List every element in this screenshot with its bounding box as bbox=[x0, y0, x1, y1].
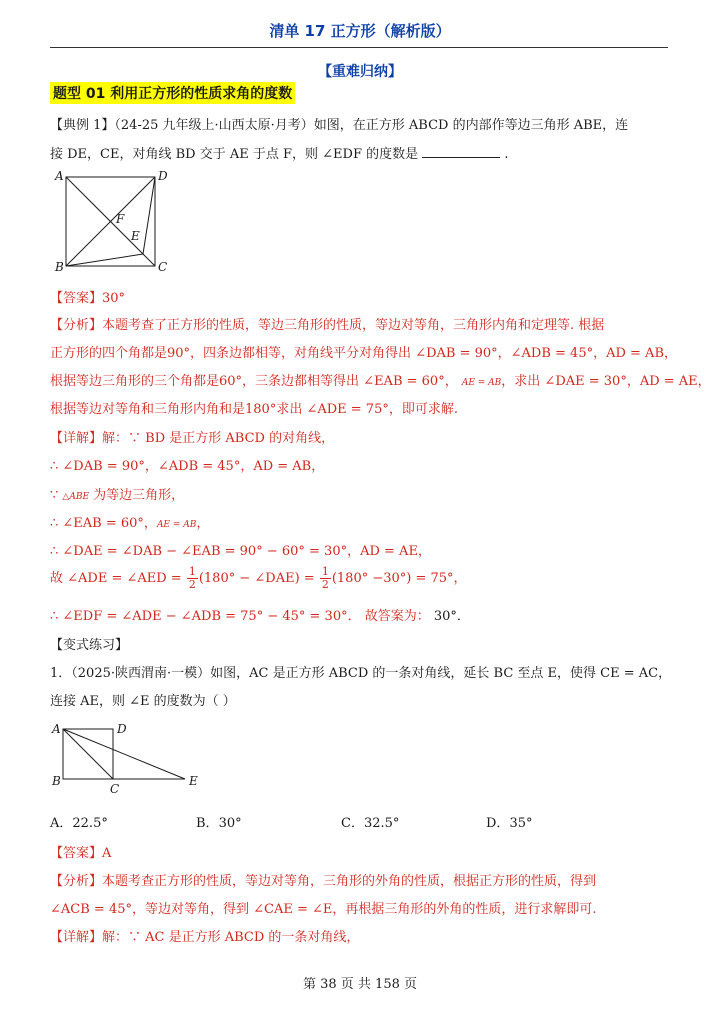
detail-line-7 bbox=[50, 605, 470, 624]
label-d: D bbox=[158, 169, 168, 183]
detail-3a: ∵ bbox=[50, 488, 63, 503]
detail-4b: AE = AB bbox=[156, 520, 197, 530]
example1-analysis-3 bbox=[50, 370, 711, 389]
segment-de bbox=[143, 177, 155, 254]
practice-detail bbox=[50, 926, 359, 945]
detail-7b: 故答案为： bbox=[364, 609, 430, 624]
label-f: F bbox=[116, 212, 125, 226]
p-label-a: A bbox=[52, 722, 61, 736]
diagonal-ac bbox=[63, 729, 113, 779]
detail-6c: = bbox=[299, 571, 319, 586]
question-type-heading: 题型 01 利用正方形的性质求角的度数 bbox=[50, 82, 295, 104]
detail-line-2: ∴ ∠DAB = 90°，∠ADB = 45°，AD = AB， bbox=[50, 459, 325, 474]
practice-q1-line2: 连接 AE，则 ∠E 的度数为（ ） bbox=[50, 694, 236, 709]
header-rule bbox=[50, 47, 668, 48]
example1-line2-text: 接 DE，CE，对角线 BD 交于 AE 于点 F，则 ∠EDF 的度数是 bbox=[50, 147, 419, 162]
analysis-3b: AE = AB bbox=[461, 378, 502, 388]
example1-analysis-4: 根据等边对等角和三角形内角和是180°求出 ∠ADE = 75°，即可求解. bbox=[50, 402, 458, 417]
detail-4c: ， bbox=[196, 516, 210, 531]
fraction-half-1: $\frac{1}{2}$ bbox=[188, 565, 196, 591]
label-e: E bbox=[131, 229, 140, 243]
segment-ce bbox=[143, 254, 155, 266]
p-label-e: E bbox=[189, 774, 198, 788]
detail-6d: (180° −30°) bbox=[331, 571, 412, 586]
detail-line-6 bbox=[50, 566, 467, 591]
option-c[interactable]: C．32.5° bbox=[341, 816, 400, 831]
detail-6b: (180° − ∠DAE) bbox=[198, 571, 300, 586]
label-c: C bbox=[158, 260, 168, 274]
analysis-3c: ，求出 ∠DAE = 30°，AD = AE， bbox=[501, 374, 711, 389]
practice-answer: 【答案】A bbox=[50, 846, 112, 861]
label-b: B bbox=[55, 260, 64, 274]
answer-blank bbox=[422, 146, 500, 158]
example1-line2-end: . bbox=[504, 147, 509, 162]
detail-3b: △ABE bbox=[62, 492, 90, 502]
practice-q1-line1: 1．（2025·陕西渭南·一模）如图，AC 是正方形 ABCD 的一条对角线，延长 BC 至点 E，使得 CE = AC， bbox=[50, 666, 672, 681]
p-label-d: D bbox=[117, 722, 127, 736]
page-footer: 第 38 页 共 158 页 bbox=[302, 977, 418, 992]
p-label-c: C bbox=[110, 782, 120, 796]
detail-text-1: 解：∵ BD 是正方形 ABCD 的对角线， bbox=[102, 431, 335, 446]
detail-label: 【详解】 bbox=[50, 431, 103, 446]
detail-7a: ∴ ∠EDF = ∠ADE − ∠ADB = 75° − 45° = 30°． bbox=[50, 609, 361, 624]
detail-6a: 故 ∠ADE = ∠AED = bbox=[50, 571, 186, 586]
option-a[interactable]: A．22.5° bbox=[50, 816, 108, 831]
option-d[interactable]: D．35° bbox=[486, 816, 533, 831]
detail-7c: 30°． bbox=[433, 609, 470, 624]
example1-line1: 【典例 1】（24-25 九年级上·山西太原·月考）如图，在正方形 ABCD 的内部作等边三角形 ABE，连 bbox=[50, 118, 629, 133]
detail-3c: 为等边三角形， bbox=[89, 488, 185, 503]
section-label: 【重难归纳】 bbox=[318, 64, 402, 80]
detail-6e: = 75°， bbox=[411, 571, 467, 586]
practice-detail-label: 【详解】 bbox=[50, 930, 103, 945]
segment-be bbox=[66, 254, 143, 266]
example1-square-figure bbox=[50, 168, 180, 274]
practice-detail-text: 解：∵ AC 是正方形 ABCD 的一条对角线， bbox=[102, 930, 360, 945]
practice-label: 【变式练习】 bbox=[50, 638, 129, 653]
example1-answer: 【答案】30° bbox=[50, 291, 126, 306]
option-b[interactable]: B．30° bbox=[196, 816, 242, 831]
detail-4a: ∴ ∠EAB = 60°， bbox=[50, 516, 157, 531]
detail-line-4 bbox=[50, 512, 209, 531]
example1-analysis-2: 正方形的四个角都是90°，四条边都相等，对角线平分对角得出 ∠DAB = 90°，∠ADB = 45°，AD = AB， bbox=[50, 346, 677, 361]
example1-analysis-1: 【分析】本题考查了正方形的性质，等边三角形的性质，等边对等角，三角形内角和定理等. 根据 bbox=[50, 318, 605, 333]
practice-analysis-2: ∠ACB = 45°，等边对等角，得到 ∠CAE = ∠E，再根据三角形的外角的性质，进行求解即可. bbox=[50, 902, 597, 917]
detail-line-3 bbox=[50, 484, 184, 503]
segment-ae bbox=[63, 729, 185, 779]
detail-line-5: ∴ ∠DAE = ∠DAB − ∠EAB = 90° − 60° = 30°，AD = AE， bbox=[50, 544, 431, 559]
analysis-3a: 根据等边三角形的三个角都是60°，三条边都相等得出 ∠EAB = 60°， bbox=[50, 374, 458, 389]
practice-analysis-1: 【分析】本题考查正方形的性质，等边对等角，三角形的外角的性质，根据正方形的性质，得到 bbox=[50, 874, 597, 889]
p-label-b: B bbox=[52, 774, 61, 788]
detail-line-1 bbox=[50, 427, 334, 446]
page-title: 清单 17 正方形（解析版） bbox=[269, 22, 451, 40]
label-a: A bbox=[55, 169, 64, 183]
example1-line2 bbox=[50, 143, 509, 162]
fraction-half-2: $\frac{1}{2}$ bbox=[321, 565, 329, 591]
practice-figure bbox=[50, 720, 210, 796]
